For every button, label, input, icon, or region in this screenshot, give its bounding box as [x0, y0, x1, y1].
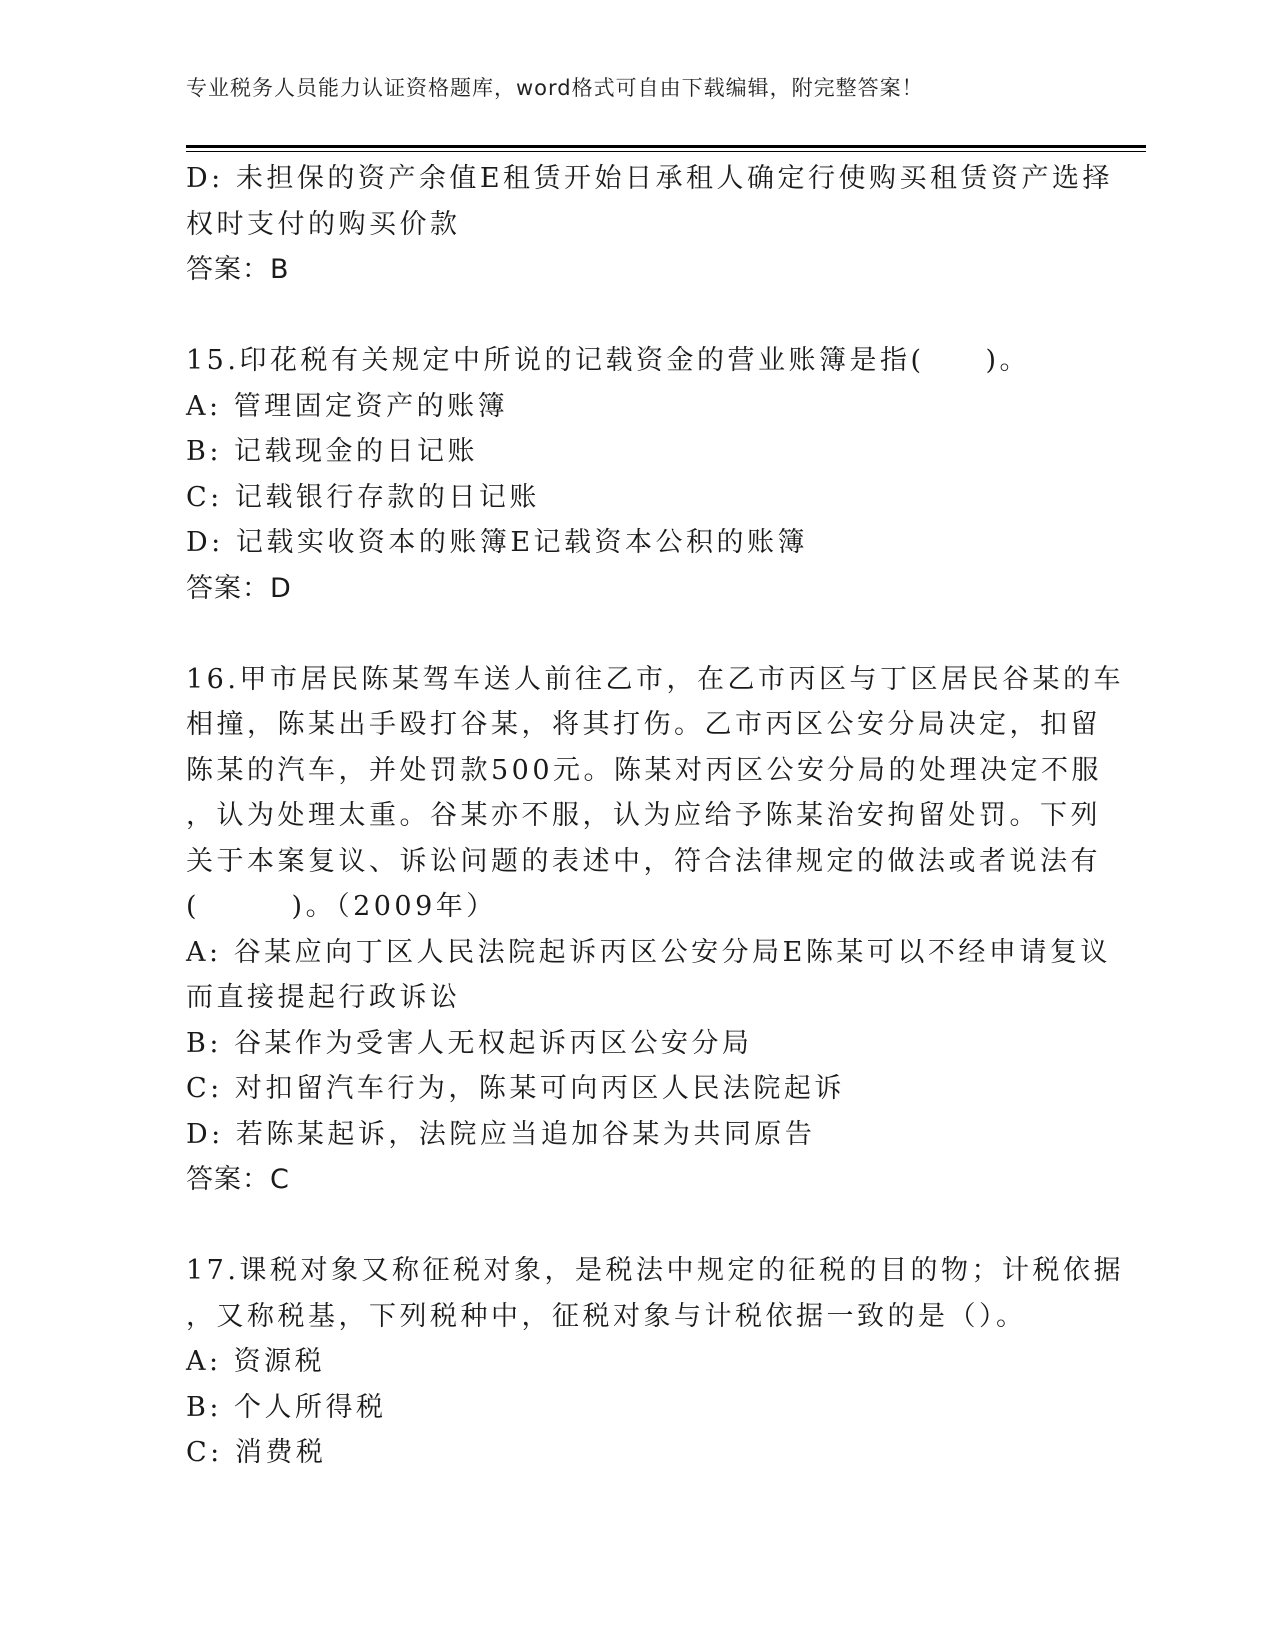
- question-17: [186, 1248, 1124, 1476]
- answer-label: 答案：B: [186, 254, 290, 285]
- question-14-continued: [186, 156, 1114, 293]
- spacer: [186, 293, 1086, 339]
- spacer: [186, 1203, 1086, 1249]
- answer-label: 答案：D: [186, 572, 292, 604]
- option-a: 而直接提起行政诉讼: [186, 982, 461, 1013]
- page-header: 专业税务人员能力认证资格题库，word格式可自由下载编辑，附完整答案！: [186, 76, 924, 100]
- option-c: C: 记载银行存款的日记账: [186, 481, 540, 513]
- spacer: [186, 611, 1086, 657]
- option-a: A: 管理固定资产的账簿: [186, 390, 509, 422]
- option-b: B: 记载现金的日记账: [186, 436, 479, 467]
- answer-label: 答案：C: [186, 1164, 290, 1195]
- question-stem: 15.印花税有关规定中所说的记载资金的营业账簿是指( )。: [186, 345, 1031, 376]
- question-stem: 相撞，陈某出手殴打谷某，将其打伤。乙市丙区公安分局决定，扣留: [186, 709, 1101, 740]
- question-stem: ，认为处理太重。谷某亦不服，认为应给予陈某治安拘留处罚。下列: [186, 800, 1101, 831]
- question-stem: ，又称税基，下列税种中，征税对象与计税依据一致的是（）。: [186, 1300, 1027, 1332]
- option-d-line: 权时支付的购买价款: [186, 208, 461, 240]
- question-15: [186, 338, 1086, 611]
- option-c: C: 对扣留汽车行为，陈某可向丙区人民法院起诉: [186, 1073, 845, 1104]
- header-rule-thick: [186, 145, 1146, 148]
- question-stem: 17.课税对象又称征税对象，是税法中规定的征税的目的物；计税依据: [186, 1255, 1124, 1286]
- option-b: B: 个人所得税: [186, 1391, 387, 1423]
- question-content: [186, 156, 1124, 1476]
- question-stem: ( )。（2009年）: [186, 891, 497, 922]
- question-stem: 陈某的汽车，并处罚款500元。陈某对丙区公安分局的处理决定不服: [186, 754, 1103, 786]
- option-d: D: 记载实收资本的账簿E记载资本公积的账簿: [186, 527, 809, 558]
- option-a: A: 资源税: [186, 1346, 326, 1377]
- header-rule-thin: [186, 151, 1146, 152]
- option-d: D: 若陈某起诉，法院应当追加谷某为共同原告: [186, 1118, 816, 1150]
- option-a: A: 谷某应向丁区人民法院起诉丙区公安分局E陈某可以不经申请复议: [186, 936, 1111, 968]
- option-d-line: D: 未担保的资产余值E租赁开始日承租人确定行使购买租赁资产选择: [186, 163, 1114, 194]
- question-16: [186, 657, 1124, 1203]
- question-stem: 16.甲市居民陈某驾车送人前往乙市，在乙市丙区与丁区居民谷某的车: [186, 663, 1124, 695]
- option-b: B: 谷某作为受害人无权起诉丙区公安分局: [186, 1027, 753, 1059]
- question-stem: 关于本案复议、诉讼问题的表述中，符合法律规定的做法或者说法有: [186, 845, 1101, 877]
- option-c: C: 消费税: [186, 1437, 327, 1468]
